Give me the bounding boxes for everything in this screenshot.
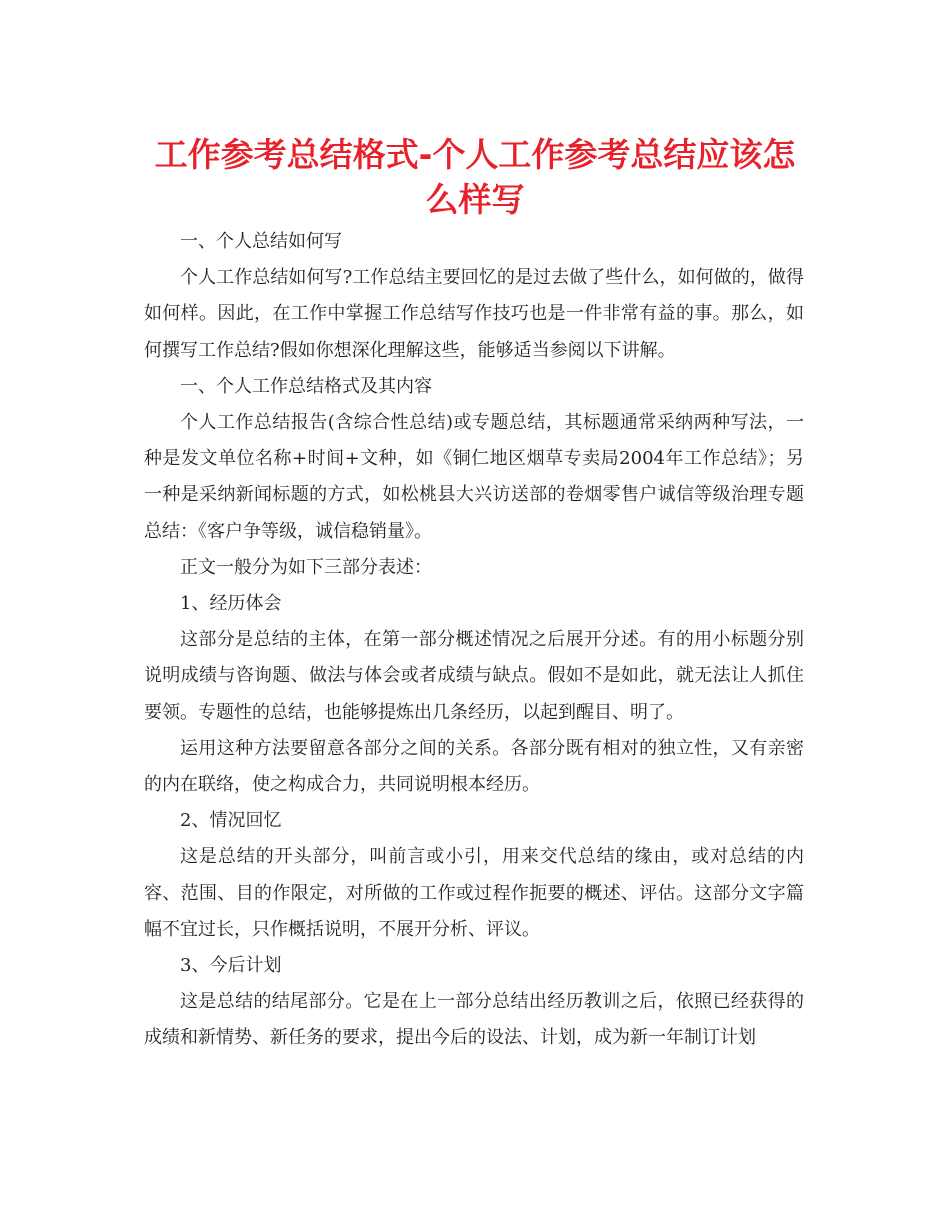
document-body (144, 224, 804, 1057)
document-title: 工作参考总结格式-个人工作参考总结应该怎么样写 (154, 135, 796, 219)
paragraph: 这部分是总结的主体，在第一部分概述情况之后展开分述。有的用小标题分别说明成绩与咨询题、做法与体会或者成绩与缺点。假如不是如此，就无法让人抓住要领。专题性的总结，也能够提炼出几条经历，以起到醒目、明了。 (144, 629, 804, 723)
paragraph: 运用这种方法要留意各部分之间的关系。各部分既有相对的独立性，又有亲密的内在联络，使之构成合力，共同说明根本经历。 (144, 737, 804, 796)
paragraph: 这是总结的结尾部分。它是在上一部分总结出经历教训之后，依照已经获得的成绩和新情势、新任务的要求，提出今后的设法、计划，成为新一年制订计划 (144, 991, 804, 1049)
paragraph: 正文一般分为如下三部分表述： (180, 556, 432, 578)
section-heading: 一、个人工作总结格式及其内容 (180, 375, 432, 397)
paragraph: 个人工作总结报告(含综合性总结)或专题总结，其标题通常采纳两种写法，一种是发文单位名称+时间+文种，如《铜仁地区烟草专卖局2004年工作总结》；另一种是采纳新闻标题的方式，如松桃县大兴访送部的卷烟零售户诚信等级治理专题总结：《客户争等级，诚信稳销量》。 (144, 412, 804, 542)
paragraph: 这是总结的开头部分，叫前言或小引，用来交代总结的缘由，或对总结的内容、范围、目的作限定，对所做的工作或过程作扼要的概述、评估。这部分文字篇幅不宜过长，只作概括说明，不展开分析、评议。 (144, 846, 804, 940)
subsection-heading: 2、情况回忆 (180, 810, 282, 832)
paragraph: 个人工作总结如何写?工作总结主要回忆的是过去做了些什么，如何做的，做得如何样。因此，在工作中掌握工作总结写作技巧也是一件非常有益的事。那么，如何撰写工作总结?假如你想深化理解这些，能够适当参阅以下讲解。 (144, 267, 804, 361)
section-heading: 一、个人总结如何写 (180, 231, 342, 252)
subsection-heading: 3、今后计划 (180, 955, 282, 977)
subsection-heading: 1、经历体会 (180, 593, 282, 615)
